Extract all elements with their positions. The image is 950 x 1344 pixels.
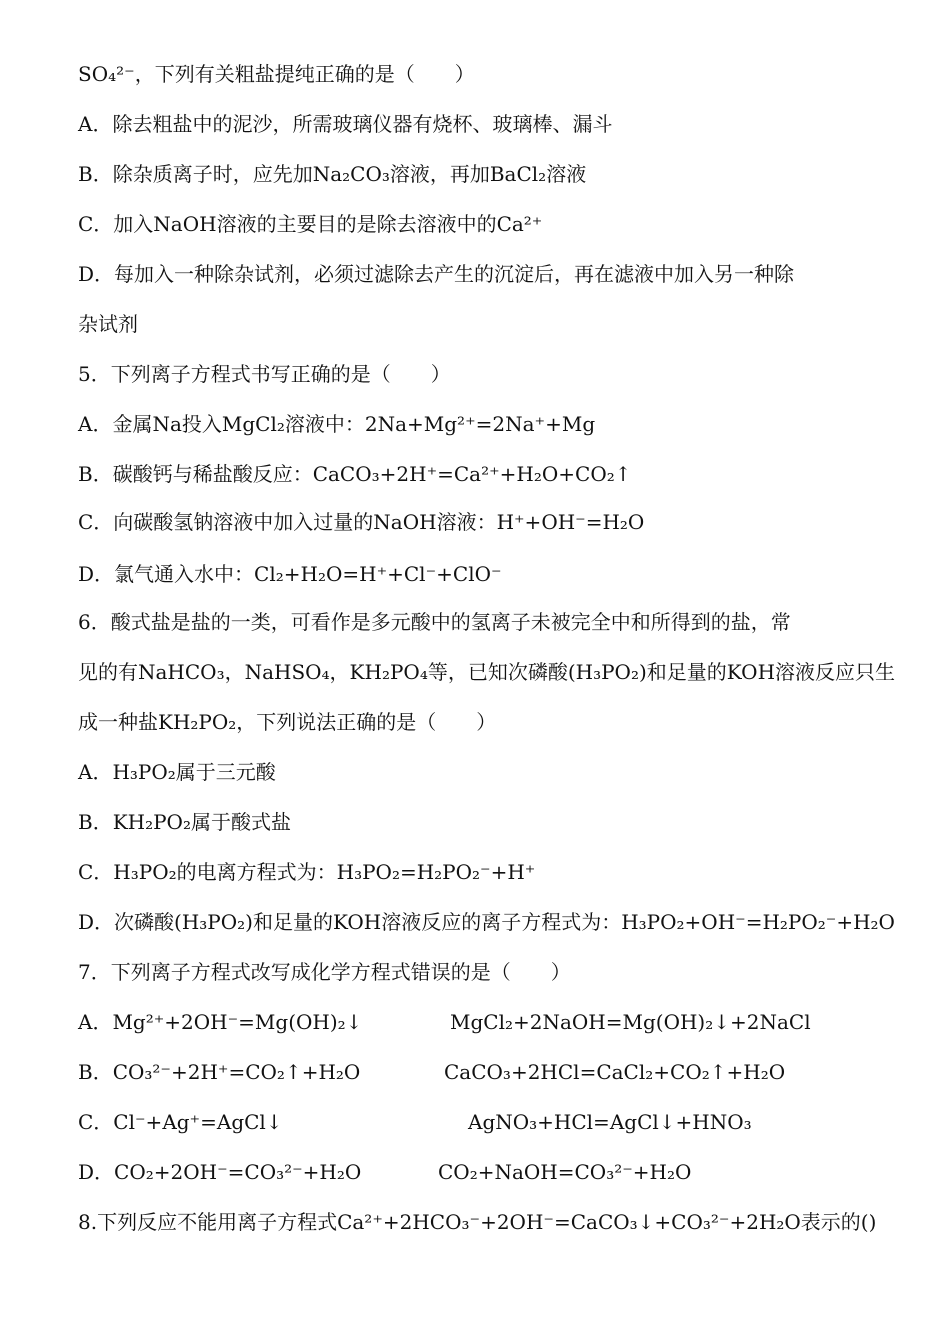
q5-option-a: A．金属Na投入MgCl₂溶液中：2Na+Mg²⁺=2Na⁺+Mg [78, 412, 596, 436]
q7-option-c [78, 1108, 890, 1136]
q6-option-a: A．H₃PO₂属于三元酸 [78, 760, 276, 784]
q4-option-b: B．除杂质离子时，应先加Na₂CO₃溶液，再加BaCl₂溶液 [78, 162, 587, 186]
q5-option-c: C．向碳酸氢钠溶液中加入过量的NaOH溶液：H⁺+OH⁻=H₂O [78, 510, 645, 534]
q4-option-d-cont: 杂试剂 [78, 312, 138, 336]
question-4-stem-end: SO₄²⁻，下列有关粗盐提纯正确的是（ ） [78, 62, 475, 86]
q7-option-d-chemical: CO₂+NaOH=CO₃²⁻+H₂O [438, 1160, 692, 1184]
q6-option-b: B．KH₂PO₂属于酸式盐 [78, 810, 291, 834]
q5-option-b: B．碳酸钙与稀盐酸反应：CaCO₃+2H⁺=Ca²⁺+H₂O+CO₂↑ [78, 462, 632, 486]
q5-option-d: D．氯气通入水中：Cl₂+H₂O=H⁺+Cl⁻+ClO⁻ [78, 562, 502, 586]
q4-option-a: A．除去粗盐中的泥沙，所需玻璃仪器有烧杯、玻璃棒、漏斗 [78, 112, 613, 136]
question-7-stem: 7．下列离子方程式改写成化学方程式错误的是（ ） [78, 960, 571, 984]
q7-option-b-ionic: B．CO₃²⁻+2H⁺=CO₂↑+H₂O [78, 1060, 361, 1084]
q6-option-d: D．次磷酸(H₃PO₂)和足量的KOH溶液反应的离子方程式为：H₃PO₂+OH⁻=H₂PO₂⁻+H₂O [78, 910, 895, 934]
q7-option-b [78, 1058, 890, 1086]
question-6-stem-cont: 见的有NaHCO₃，NaHSO₄，KH₂PO₄等，已知次磷酸(H₃PO₂)和足量的KOH溶液反应只生 [78, 660, 896, 684]
q7-option-d-ionic: D．CO₂+2OH⁻=CO₃²⁻+H₂O [78, 1160, 362, 1184]
q7-option-b-chemical: CaCO₃+2HCl=CaCl₂+CO₂↑+H₂O [444, 1060, 786, 1084]
question-6-stem-end: 成一种盐KH₂PO₂，下列说法正确的是（ ） [78, 710, 497, 734]
q7-option-d [78, 1158, 890, 1186]
question-5-stem: 5．下列离子方程式书写正确的是（ ） [78, 362, 451, 386]
q4-option-d: D．每加入一种除杂试剂，必须过滤除去产生的沉淀后，再在滤液中加入另一种除 [78, 262, 795, 286]
question-6-stem: 6．酸式盐是盐的一类，可看作是多元酸中的氢离子未被完全中和所得到的盐，常 [78, 610, 791, 634]
q4-option-c: C．加入NaOH溶液的主要目的是除去溶液中的Ca²⁺ [78, 212, 543, 236]
q7-option-c-ionic: C．Cl⁻+Ag⁺=AgCl↓ [78, 1110, 283, 1134]
q7-option-a-chemical: MgCl₂+2NaOH=Mg(OH)₂↓+2NaCl [450, 1010, 811, 1034]
question-8-stem: 8.下列反应不能用离子方程式Ca²⁺+2HCO₃⁻+2OH⁻=CaCO₃↓+CO₃²⁻+2H₂O表示的() [78, 1210, 877, 1234]
q7-option-c-chemical: AgNO₃+HCl=AgCl↓+HNO₃ [468, 1110, 752, 1134]
q7-option-a [78, 1008, 890, 1036]
q6-option-c: C．H₃PO₂的电离方程式为：H₃PO₂=H₂PO₂⁻+H⁺ [78, 860, 536, 884]
q7-option-a-ionic: A．Mg²⁺+2OH⁻=Mg(OH)₂↓ [78, 1010, 363, 1034]
